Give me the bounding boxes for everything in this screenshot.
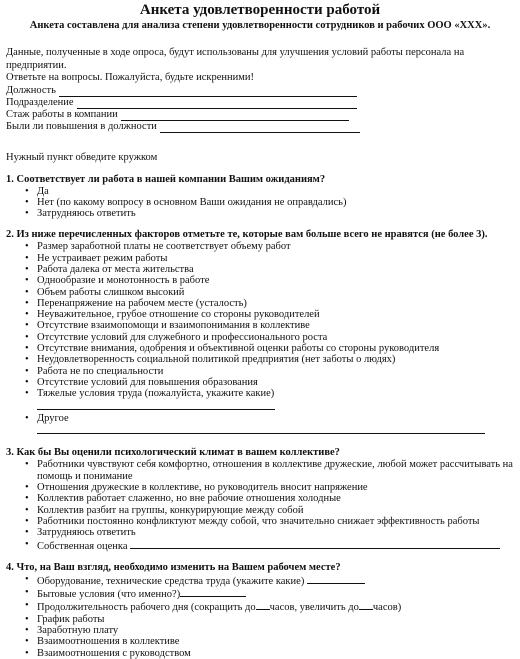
question-3-options (6, 459, 514, 551)
department-input-line[interactable] (77, 99, 357, 109)
option-item[interactable]: • Нет (по какому вопросу в основном Ваши ожидания не оправдались) (6, 197, 514, 208)
option-item[interactable]: • Затрудняюсь ответить (6, 208, 514, 219)
option-item[interactable]: • Объем работы слишком высокий (6, 287, 514, 298)
page-subtitle: Анкета составлена для анализа степени удовлетворенности сотрудников и рабочих ООО «ХХХ». (29, 20, 491, 31)
hours-decrease-input[interactable] (256, 600, 270, 610)
option-item[interactable]: • Взаимоотношения с руководством (6, 648, 514, 659)
hours-unit-label: часов) (372, 602, 402, 614)
option-item-with-input[interactable] (6, 587, 514, 600)
option-item[interactable]: • Отсутствие взаимопомощи и взаимопонимания в коллективе (6, 320, 514, 331)
option-item-with-input[interactable] (6, 600, 514, 613)
option-item-with-input[interactable] (6, 388, 514, 413)
option-label: Другое (37, 412, 69, 424)
option-item[interactable]: • График работы (6, 614, 514, 625)
answer-input-line[interactable] (37, 424, 485, 434)
option-item[interactable]: • Неуважительное, грубое отношение со стороны руководителей (6, 309, 514, 320)
option-item[interactable]: • Работа не по специальности (6, 366, 514, 377)
answer-input-line[interactable] (37, 400, 275, 410)
question-4-title: 4. Что, на Ваш взгляд, необходимо изменить на Вашем рабочем месте? (6, 561, 341, 573)
field-label: Подразделение (6, 96, 74, 108)
option-item[interactable]: • Однообразие и монотонность в работе (6, 275, 514, 286)
answer-input-line[interactable] (180, 587, 246, 597)
question-1-options (6, 186, 514, 220)
instruction-text: Нужный пункт обведите кружком (6, 151, 158, 163)
hours-unit-label: часов, увеличить до (269, 602, 359, 614)
question-2-title: 2. Из ниже перечисленных факторов отметьте те, которые вам больше всего не нравятся (не более 3). (6, 229, 488, 241)
option-label: Продолжительность рабочего дня (сокращить до (37, 602, 256, 614)
question-4-options (6, 574, 514, 659)
answer-input-line[interactable] (130, 539, 500, 549)
position-field[interactable] (6, 85, 514, 97)
option-item[interactable]: • Отсутствие условий для служебного и профессионального роста (6, 332, 514, 343)
promotions-input-line[interactable] (160, 123, 360, 133)
option-item[interactable]: • Работа далека от места жительства (6, 264, 514, 275)
option-item[interactable]: • Коллектив работает слаженно, но вне рабочие отношения холодные (6, 493, 514, 504)
field-label: Стаж работы в компании (6, 108, 118, 120)
option-item[interactable]: • Отсутствие внимания, одобрения и объективной оценки работы со стороны руководителя (6, 343, 514, 354)
option-item[interactable]: • Да (6, 186, 514, 197)
option-item[interactable]: • Работники чувствуют себя комфортно, отношения в коллективе дружеские, любой может рассчитывать на помощь и понимание (6, 459, 514, 482)
option-item[interactable]: • Затрудняюсь ответить (6, 527, 514, 538)
option-item-with-input[interactable] (6, 574, 514, 587)
option-item-with-input[interactable] (6, 539, 514, 552)
option-label: Тяжелые условия труда (пожалуйста, укажите какие) (37, 388, 275, 400)
answer-input-line[interactable] (307, 574, 365, 584)
option-item[interactable]: • Неудовлетворенность социальной политикой предприятия (нет заботы о людях) (6, 354, 514, 365)
option-item-with-input[interactable] (6, 413, 514, 438)
option-item[interactable]: • Перенапряжение на рабочем месте (усталость) (6, 298, 514, 309)
question-2-options (6, 241, 514, 437)
option-label: Бытовые условия (что именно?) (37, 589, 181, 601)
promotions-field[interactable] (6, 121, 514, 133)
question-3-title: 3. Как бы Вы оценили психологический климат в вашем коллективе? (6, 447, 340, 459)
field-label: Были ли повышения в должности (6, 120, 157, 132)
option-item[interactable]: • Работники постоянно конфликтуют между собой, что значительно снижает эффективность работы (6, 516, 514, 527)
option-item[interactable]: • Отношения дружеские в коллективе, но руководитель вносит напряжение (6, 482, 514, 493)
option-item[interactable]: • Заработную плату (6, 625, 514, 636)
question-1-title: 1. Соответствует ли работа в нашей компании Вашим ожиданиям? (6, 173, 326, 185)
tenure-input-line[interactable] (121, 111, 349, 121)
option-item[interactable]: • Отсутствие условий для повышения образования (6, 377, 514, 388)
option-item[interactable]: • Взаимоотношения в коллективе (6, 636, 514, 647)
intro-request: Ответьте на вопросы. Пожалуйста, будьте искренними! (6, 72, 254, 83)
department-field[interactable] (6, 97, 514, 109)
hours-increase-input[interactable] (359, 600, 373, 610)
option-item[interactable]: • Не устраивает режим работы (6, 253, 514, 264)
option-label: Оборудование, технические средства труда (укажите какие) (37, 575, 305, 587)
option-item[interactable]: • Размер заработной платы не соответствует объему работ (6, 241, 514, 252)
page-title: Анкета удовлетворенности работой (139, 2, 381, 18)
position-input-line[interactable] (59, 87, 357, 97)
survey-page (0, 2, 520, 659)
field-label: Должность (6, 84, 56, 96)
option-item[interactable]: • Коллектив разбит на группы, конкурирующие между собой (6, 505, 514, 516)
intro-text: Данные, полученные в ходе опроса, будут использованы для улучшения условий работы персонала на предприятии. (6, 47, 465, 71)
option-label: Собственная оценка (37, 540, 128, 552)
tenure-field[interactable] (6, 109, 514, 121)
